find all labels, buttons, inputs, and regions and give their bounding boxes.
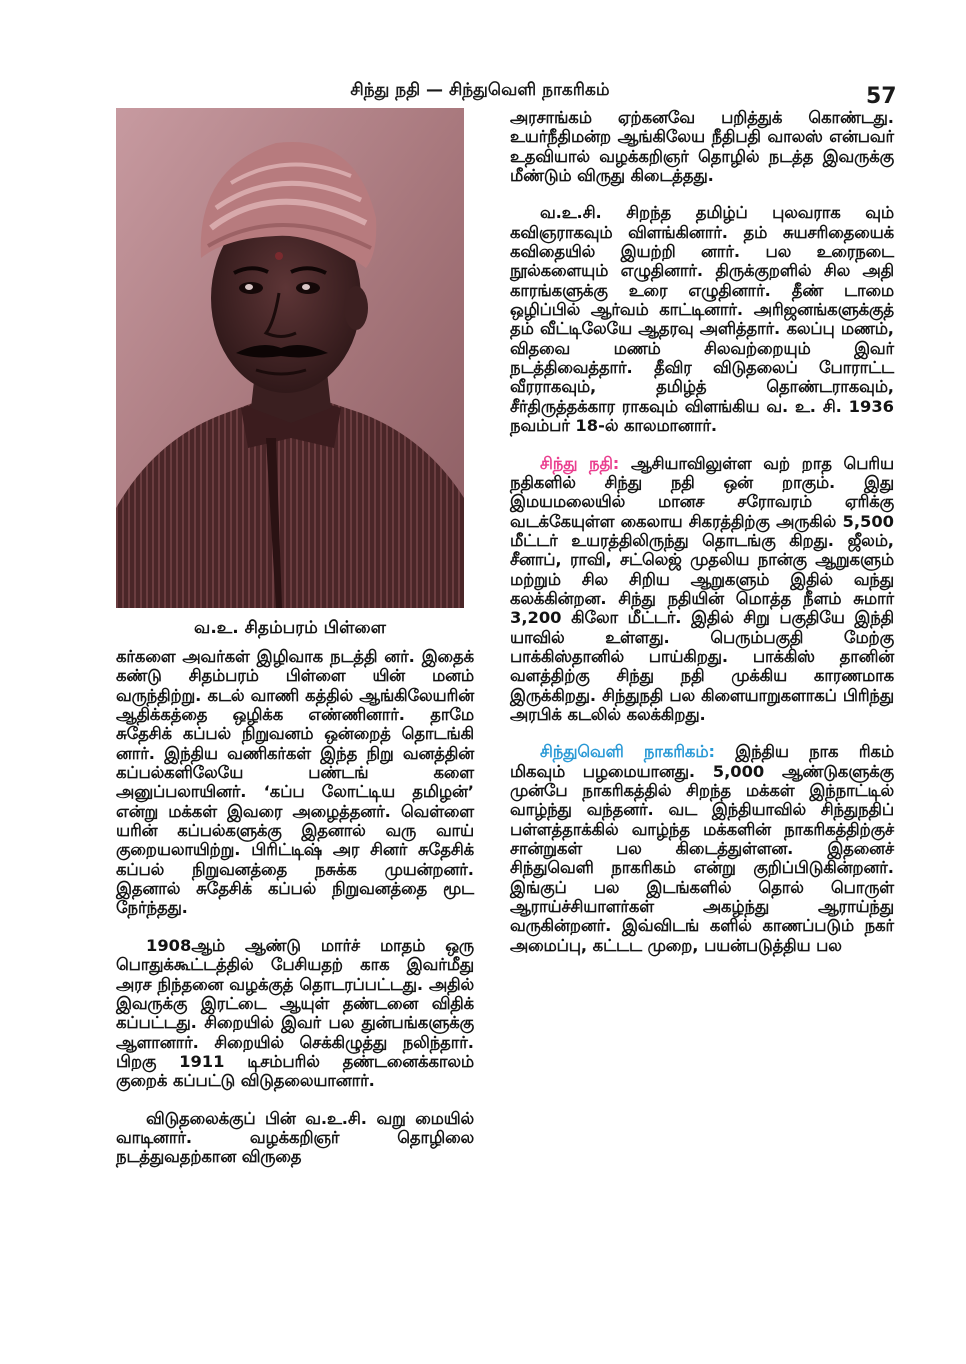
right-paragraph-1: அரசாங்கம் ஏற்கனவே பறித்துக் கொண்டது. உயர்நீதிமன்ற ஆங்கிலேய நீதிபதி வாலஸ் என்பவர் உதவியால் வழக்கறிஞர் தொழில் நடத்த இவருக்கு மீண்டும் விருது கிடைத்தது. — [510, 108, 894, 186]
page-number: 57 — [866, 84, 897, 109]
section-text-sindhu-nadhi: ஆசியாவிலுள்ள வற் றாத பெரிய நதிகளில் சிந்து நதி ஒன் றாகும். இது இமயமலையில் மானச சரோவரம் ஏரிக்கு வடக்கேயுள்ள கைலாய சிகரத்திற்கு அருகில் 5,500 மீட்டர் உயரத்திலிருந்து தொடங்கு கிறது. ஜீலம், சீனாப், ராவி, சட்லெஜ் முதலிய நான்கு ஆறுகளும் மற்றும் சில சிறிய ஆறுகளும் இதில் வந்து கலக்கின்றன. சிந்து நதியின் மொத்த நீளம் சுமார் 3,200 கிலோ மீட்டர். இதில் சிறு பகுதியே இந்தி யாவில் உள்ளது. பெரும்பகுதி மேற்கு பாக்கிஸ்தானில் பாய்கிறது. பாக்கிஸ் தானின் வளத்திற்கு சிந்து நதி முக்கிய காரணமாக இருக்கிறது. சிந்துநதி பல கிளையாறுகளாகப் பிரிந்து அரபிக் கடலில் கலக்கிறது. — [510, 453, 894, 724]
section-heading-sindhu-nadhi: சிந்து நதி: — [540, 453, 620, 473]
section-sindhuveli — [510, 742, 894, 955]
photo-caption: வ.உ. சிதம்பரம் பிள்ளை — [194, 618, 386, 638]
running-header: சிந்து நதி — சிந்துவெளி நாகரிகம் — [350, 80, 610, 100]
left-paragraph-1: கர்களை அவர்கள் இழிவாக நடத்தி னர். இதைக் கண்டு சிதம்பரம் பிள்ளை யின் மனம் வருந்திற்று. கடல் வாணி கத்தில் ஆங்கிலேயரின் ஆதிக்கத்தை ஒழிக்க எண்ணினார். தாமே சுதேசிக் கப்பல் நிறுவனம் ஒன்றைத் தொடங்கி னார். இந்திய வணிகர்கள் இந்த நிறு வனத்தின் கப்பல்களிலேயே பண்டங் களை அனுப்பலாயினர். ‘கப்ப லோட்டிய தமிழன்’ என்று மக்கள் இவரை அழைத்தனர். வெள்ளை யரின் கப்பல்களுக்கு இதனால் வரு வாய் குறையலாயிற்று. பிரிட்டிஷ் அர சினர் சுதேசிக் கப்பல் நிறுவனத்தை நசுக்க முயன்றனர். இதனால் சுதேசிக் கப்பல் நிறுவனத்தை மூட நேர்ந்தது. — [116, 647, 474, 918]
section-text-sindhuveli: இந்திய நாக ரிகம் மிகவும் பழமையானது. 5,000 ஆண்டுகளுக்கு முன்பே நாகரிகத்தில் சிறந்த மக்கள் இந்நாட்டில் வாழ்ந்து வந்தனர். வட இந்தியாவில் சிந்துநதிப் பள்ளத்தாக்கில் வாழ்ந்த மக்களின் நாகரிகத்திற்குச் சான்றுகள் பல கிடைத்துள்ளன. இதனைச் சிந்துவெளி நாகரிகம் என்று குறிப்பிடுகின்றனர். இங்குப் பல இடங்களில் தொல் பொருள் ஆராய்ச்சியாளர்கள் அகழ்ந்து ஆராய்ந்து வருகின்றனர். இவ்விடங் களில் காணப்படும் நகர் அமைப்பு, கட்டட முறை, பயன்படுத்திய பல — [510, 742, 894, 955]
right-column — [510, 108, 894, 955]
section-sindhu-nadhi — [510, 454, 894, 725]
left-paragraph-2: 1908ஆம் ஆண்டு மார்ச் மாதம் ஒரு பொதுக்கூட்டத்தில் பேசியதற் காக இவர்மீது அரச நிந்தனை வழக்குத் தொடரப்பட்டது. அதில் இவருக்கு இரட்டை ஆயுள் தண்டனை விதிக் கப்பட்டது. சிறையில் இவர் பல துன்பங்களுக்கு ஆளானார். சிறையில் செக்கிழுத்து நலிந்தார். பிறகு 1911 டிசம்பரில் தண்டனைக்காலம் குறைக் கப்பட்டு விடுதலையானார். — [116, 935, 474, 1091]
left-paragraph-3: விடுதலைக்குப் பின் வ.உ.சி. வறு மையில் வாடினார். வழக்கறிஞர் தொழிலை நடத்துவதற்கான விருதை — [116, 1108, 474, 1167]
right-paragraph-2: வ.உ.சி. சிறந்த தமிழ்ப் புலவராக வும் கவிஞராகவும் விளங்கினார். தம் சுயசரிதையைக் கவிதையில் இயற்றி னார். பல உரைநடை நூல்களையும் எழுதினார். திருக்குறளில் சில அதி காரங்களுக்கு உரை எழுதினார். தீண் டாமை ஒழிப்பில் ஆர்வம் காட்டினார். அரிஜனங்களுக்குத் தம் வீட்டிலேயே ஆதரவு அளித்தார். கலப்பு மணம், விதவை மணம் சிலவற்றையும் இவர் நடத்திவைத்தார். தீவிர விடுதலைப் போராட்ட வீரராகவும், தமிழ்த் தொண்டராகவும், சீர்திருத்தக்கார ராகவும் விளங்கிய வ. உ. சி. 1936 நவம்பர் 18-ல் காலமானார். — [510, 203, 894, 436]
portrait-photo — [116, 108, 464, 608]
left-column — [116, 647, 474, 1167]
section-heading-sindhuveli: சிந்துவெளி நாகரிகம்: — [540, 742, 715, 762]
